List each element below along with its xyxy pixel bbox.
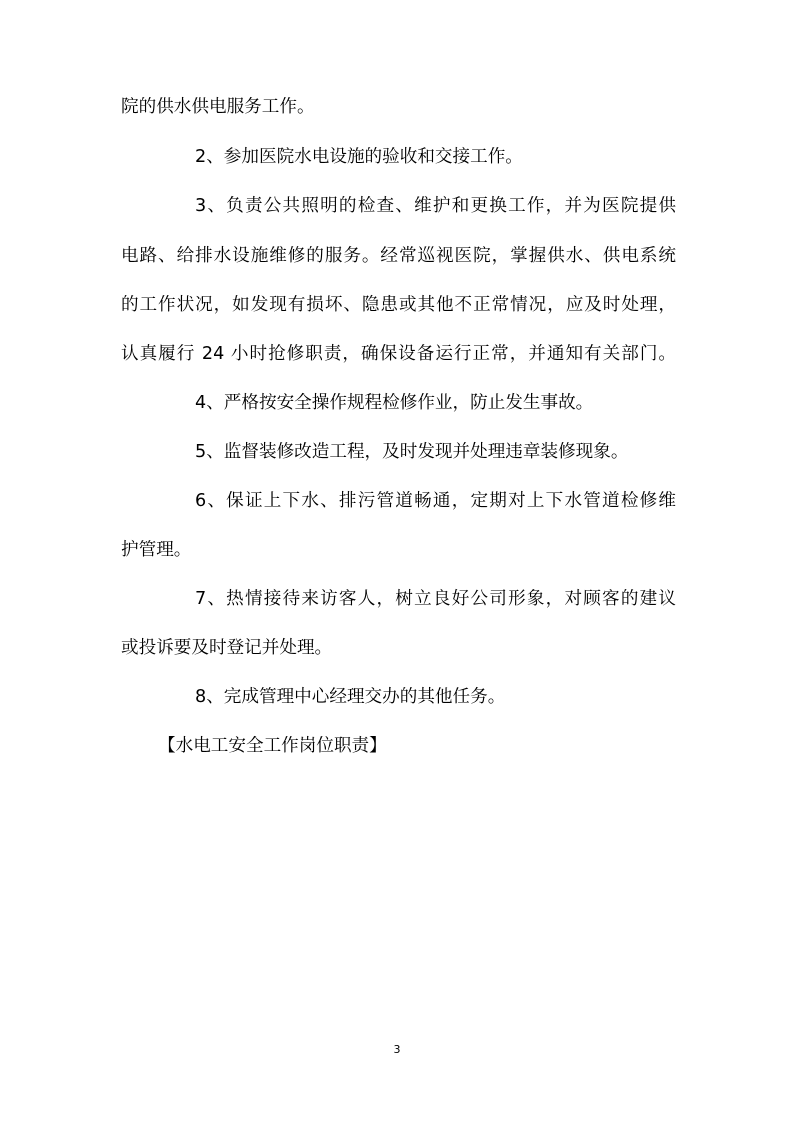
list-item-3: 3、负责公共照明的检查、维护和更换工作，并为医院提供: [195, 196, 676, 216]
paragraph-line: 认真履行 24 小时抢修职责，确保设备运行正常，并通知有关部门。: [121, 344, 676, 364]
paragraph-line: 电路、给排水设施维修的服务。经常巡视医院，掌握供水、供电系统: [121, 246, 676, 266]
list-item-7: 7、热情接待来访客人，树立良好公司形象，对顾客的建议: [195, 589, 676, 609]
paragraph-line: 的工作状况，如发现有损坏、隐患或其他不正常情况，应及时处理，: [121, 295, 676, 315]
list-item-4: 4、严格按安全操作规程检修作业，防止发生事故。: [195, 393, 594, 413]
paragraph-line: 或投诉要及时登记并处理。: [121, 638, 333, 658]
section-heading: 【水电工安全工作岗位职责】: [158, 736, 387, 756]
list-item-8: 8、完成管理中心经理交办的其他任务。: [195, 687, 506, 707]
list-item-2: 2、参加医院水电设施的验收和交接工作。: [195, 147, 523, 167]
page-number: 3: [393, 1043, 401, 1056]
paragraph-line: 护管理。: [121, 540, 192, 560]
list-item-6: 6、保证上下水、排污管道畅通，定期对上下水管道检修维: [195, 491, 676, 511]
paragraph-line: 院的供水供电服务工作。: [121, 97, 315, 117]
list-item-5: 5、监督装修改造工程，及时发现并处理违章装修现象。: [195, 442, 629, 462]
